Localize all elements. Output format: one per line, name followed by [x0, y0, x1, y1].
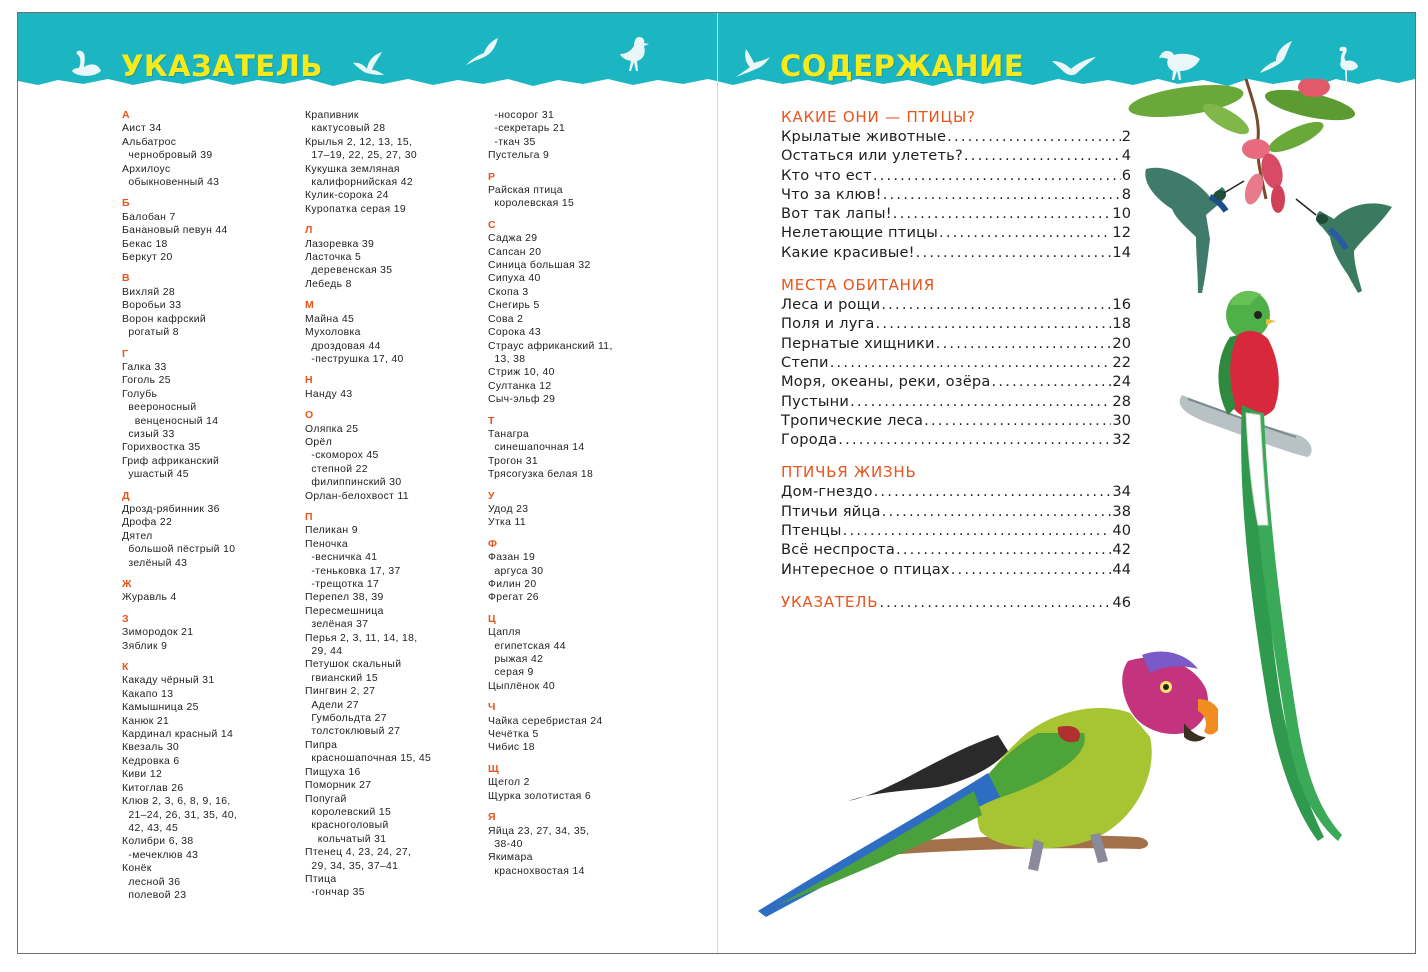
index-section [122, 613, 297, 653]
page-gutter [717, 13, 718, 953]
index-entry: Страус африканский 11, [488, 340, 613, 352]
index-section [305, 374, 480, 401]
index-entry: Петушок скальный [305, 659, 402, 671]
index-section [305, 224, 480, 291]
index-entry: 21–24, 26, 31, 35, 40, [128, 809, 238, 821]
index-entry: Квезаль 30 [122, 742, 179, 754]
index-entry: -секретарь 21 [494, 123, 566, 135]
index-entry: Скопа 3 [488, 286, 529, 298]
swan-icon [70, 49, 104, 79]
index-heading: УКАЗАТЕЛЬ [121, 49, 323, 83]
dot-leader [882, 502, 1112, 521]
toc-page-number: 18 [1112, 315, 1131, 333]
index-entry: Дрофа 22 [122, 517, 173, 529]
index-entry: Сыч-эльф 29 [488, 394, 556, 406]
index-section [488, 171, 663, 211]
index-letter: Н [305, 374, 313, 387]
index-entry: Чечётка 5 [488, 729, 539, 741]
index-entry: сизый 33 [128, 428, 175, 440]
index-entry: синешапочная 14 [494, 442, 585, 454]
toc-entry-title: Леса и рощи [781, 296, 881, 314]
flying-bird-icon [464, 37, 500, 67]
index-entry: Гумбольдта 27 [311, 713, 387, 725]
index-entry: Утка 11 [488, 517, 527, 529]
dot-leader [947, 127, 1121, 146]
flying-bird-icon [1051, 55, 1097, 77]
dot-leader [992, 372, 1112, 391]
index-entry: Перепел 38, 39 [305, 592, 384, 604]
toc-page-number: 12 [1112, 224, 1131, 242]
index-entry: большой пёстрый 10 [128, 544, 236, 556]
index-entry: венценосный 14 [134, 415, 219, 427]
index-entry: -весничка 41 [311, 552, 378, 564]
toc-entry-title: Вот так лапы! [781, 205, 892, 223]
index-entry: 17–19, 22, 25, 27, 30 [311, 150, 417, 162]
index-entry: Перья 2, 3, 11, 14, 18, [305, 632, 418, 644]
dot-leader [874, 482, 1112, 501]
index-column-3 [488, 109, 663, 886]
index-section [305, 409, 480, 503]
toc-entry[interactable] [781, 243, 1131, 262]
dot-leader [873, 166, 1121, 185]
index-entry: Сова 2 [488, 313, 524, 325]
toc-entry[interactable] [781, 223, 1131, 242]
index-letter: Ж [122, 578, 132, 590]
toc-entry[interactable] [781, 127, 1131, 146]
toc-entry[interactable] [781, 560, 1131, 579]
index-entry: Кукушка земляная [305, 163, 400, 175]
toc-entry-title: Какие красивые! [781, 243, 915, 261]
toc-entry-title: УКАЗАТЕЛЬ [781, 592, 879, 611]
index-entry: Лазоревка 39 [305, 238, 375, 250]
index-entry: Птенец 4, 23, 24, 27, [305, 847, 412, 859]
index-entry: Банановый певун 44 [122, 225, 228, 237]
index-entry: Якимара [488, 852, 533, 864]
toc-page-number: 8 [1121, 185, 1131, 203]
index-letter: У [488, 489, 495, 502]
toc-entry-title: Степи [781, 353, 829, 371]
index-entry: гвианский 15 [311, 672, 379, 684]
dot-leader [881, 295, 1111, 314]
toc-page-number: 6 [1121, 166, 1131, 184]
toc-page-number: 46 [1112, 593, 1131, 611]
index-entry: Дятел [122, 530, 153, 542]
dot-leader [924, 411, 1111, 430]
parakeet-photo [738, 641, 1218, 921]
toc-entry-title: Птенцы [781, 522, 842, 540]
index-column-1 [122, 109, 297, 910]
toc-entry-title: Кто что ест [781, 166, 872, 184]
index-entry: Куропатка серая 19 [305, 203, 406, 215]
index-entry: Пересмешница [305, 605, 384, 617]
contents-heading: СОДЕРЖАНИЕ [780, 49, 1025, 83]
flying-bird-icon [352, 51, 386, 77]
dot-leader [850, 392, 1111, 411]
toc-page-number: 22 [1112, 353, 1131, 371]
index-entry: Галка 33 [122, 361, 167, 373]
index-entry: Какапо 13 [122, 688, 174, 700]
index-entry: Ворон кафрский [122, 313, 207, 325]
toc-entry[interactable] [781, 314, 1131, 333]
index-section [488, 613, 663, 693]
hummingbirds-flower-photo [1126, 79, 1392, 301]
index-column-2 [305, 109, 480, 908]
index-letter: Д [122, 489, 130, 502]
index-entry: Пеночка [305, 538, 348, 550]
dot-leader [830, 353, 1112, 372]
index-entry: -носорог 31 [494, 110, 555, 121]
book-spread [17, 12, 1416, 954]
toc-entry[interactable] [781, 430, 1131, 449]
index-entry: деревенская 35 [311, 265, 393, 277]
index-entry: Альбатрос [122, 136, 177, 148]
toc-entry[interactable] [781, 392, 1131, 411]
dot-leader [951, 560, 1112, 579]
toc-entry[interactable] [781, 353, 1131, 372]
toc-entry[interactable] [781, 540, 1131, 559]
toc-page-number: 20 [1112, 334, 1131, 352]
index-entry: -трещотка 17 [311, 579, 380, 590]
index-entry: Поморник 27 [305, 780, 372, 792]
index-letter: Ц [488, 612, 496, 625]
index-entry: красноголовый [311, 820, 389, 832]
toc-section-title: МЕСТА ОБИТАНИЯ [781, 276, 935, 295]
index-entry: Бекас 18 [122, 238, 168, 250]
index-entry: -пеструшка 17, 40 [311, 353, 404, 365]
dot-leader [936, 334, 1112, 353]
index-section [488, 538, 663, 605]
index-entry: чернобровый 39 [128, 150, 213, 162]
flying-bird-icon [1258, 39, 1294, 75]
index-section [305, 511, 480, 900]
index-entry: Трогон 31 [488, 455, 538, 467]
index-entry: Сапсан 20 [488, 246, 542, 258]
index-letter: А [122, 109, 130, 121]
dot-leader [879, 593, 1111, 612]
toc-entry[interactable] [781, 185, 1131, 204]
index-entry: веероносный [128, 402, 197, 414]
toc-page-number: 28 [1112, 392, 1131, 410]
index-entry: Голубь [122, 388, 158, 400]
toc-page-number: 34 [1112, 483, 1131, 501]
dot-leader [883, 185, 1121, 204]
toc-page-number: 32 [1112, 431, 1131, 449]
toc-section [781, 108, 1131, 262]
toc-entry-index[interactable] [781, 593, 1131, 612]
index-entry: Ласточка 5 [305, 252, 362, 264]
dot-leader [896, 540, 1111, 559]
index-entry: Орёл [305, 436, 333, 448]
toc-entry[interactable] [781, 502, 1131, 521]
index-section [488, 490, 663, 530]
toc-entry-title: Города [781, 431, 838, 449]
index-entry: королевский 15 [311, 806, 392, 818]
index-entry: Снегирь 5 [488, 300, 540, 312]
index-entry: Крапивник [305, 110, 359, 121]
index-entry: Попугай [305, 793, 347, 805]
index-letter: Ф [488, 537, 497, 550]
toc-page-number: 16 [1112, 296, 1131, 314]
toc-entry-title: Остаться или улететь? [781, 147, 963, 165]
toc-entry-title: Дом-гнездо [781, 483, 873, 501]
toc-section-title: ПТИЧЬЯ ЖИЗНЬ [781, 463, 917, 482]
index-section [305, 299, 480, 366]
index-entry: Саджа 29 [488, 233, 538, 245]
index-entry: Пищуха 16 [305, 766, 361, 778]
toc-page-number: 24 [1112, 373, 1131, 391]
hummingbird-icon [734, 47, 772, 79]
toc-entry-title: Птичьи яйца [781, 502, 881, 520]
toc-entry-title: Поля и луга [781, 315, 875, 333]
toc-entry[interactable] [781, 166, 1131, 185]
index-entry: зелёная 37 [311, 619, 369, 631]
index-entry: -гончар 35 [311, 887, 365, 899]
index-entry: Оляпка 25 [305, 423, 359, 435]
index-entry: Кулик-сорока 24 [305, 190, 389, 202]
index-entry: Горихвостка 35 [122, 442, 201, 454]
index-entry: -мечеклюв 43 [128, 849, 199, 861]
index-entry: -теньковка 17, 37 [311, 565, 401, 577]
index-entry: Нанду 43 [305, 388, 353, 400]
toc-entry[interactable] [781, 411, 1131, 430]
index-entry: полевой 23 [128, 889, 187, 901]
toc-page-number: 30 [1112, 411, 1131, 429]
index-entry: Канюк 21 [122, 715, 170, 727]
index-entry: Орлан-белохвост 11 [305, 490, 409, 502]
index-entry: королевская 15 [494, 198, 575, 210]
dot-leader [964, 146, 1121, 165]
index-entry: Камышница 25 [122, 702, 199, 714]
index-entry: Цыплёнок 40 [488, 680, 555, 692]
index-letter: О [305, 409, 314, 422]
toc-entry[interactable] [781, 295, 1131, 314]
index-entry: Султанка 12 [488, 380, 552, 392]
toc-section [781, 276, 1131, 449]
index-entry: Кардинал красный 14 [122, 729, 234, 741]
index-section [488, 109, 663, 163]
index-section [122, 490, 297, 570]
toc-entry[interactable] [781, 334, 1131, 353]
index-entry: Дрозд-рябинник 36 [122, 503, 220, 515]
toc-entry-title: Что за клюв! [781, 185, 882, 203]
index-letter: В [122, 272, 130, 285]
index-section [305, 109, 480, 216]
dot-leader [939, 223, 1111, 242]
index-entry: Чибис 18 [488, 742, 535, 754]
toc-entry[interactable] [781, 482, 1131, 501]
dot-leader [843, 521, 1112, 540]
index-section [122, 272, 297, 339]
index-entry: Мухоловка [305, 327, 361, 339]
index-letter: Б [122, 197, 130, 210]
index-section [122, 661, 297, 902]
index-entry: серая 9 [494, 667, 534, 679]
index-entry: Стриж 10, 40 [488, 367, 555, 379]
index-entry: толстоклювый 27 [311, 726, 401, 738]
index-entry: красношапочная 15, 45 [311, 753, 432, 765]
index-letter: С [488, 218, 496, 231]
index-entry: Зимородок 21 [122, 627, 194, 639]
toc-entry-title: Крылатые животные [781, 128, 947, 145]
index-entry: рогатый 8 [128, 327, 179, 339]
index-letter: Р [488, 170, 496, 183]
index-section [122, 109, 297, 189]
toc-entry-title: Пустыни [781, 392, 850, 410]
index-section [488, 219, 663, 407]
index-entry: кактусовый 28 [311, 123, 386, 135]
index-entry: степной 22 [311, 463, 368, 475]
index-entry: краснохвостая 14 [494, 865, 585, 877]
index-letter: Г [122, 347, 128, 360]
index-entry: Танагра [488, 428, 529, 440]
toc-section [781, 463, 1131, 578]
index-entry: Яйца 23, 27, 34, 35, [488, 825, 590, 837]
dot-leader [838, 430, 1111, 449]
dot-leader [916, 243, 1112, 262]
index-entry: 13, 38 [494, 353, 526, 365]
index-entry: калифорнийская 42 [311, 177, 414, 189]
toc-entry[interactable] [781, 521, 1131, 540]
dot-leader [893, 204, 1112, 223]
index-entry: Филин 20 [488, 579, 537, 590]
index-entry: ушастый 45 [128, 469, 189, 481]
index-entry: филиппинский 30 [311, 477, 402, 489]
index-entry: Колибри 6, 38 [122, 836, 194, 848]
index-entry: египетская 44 [494, 640, 566, 652]
index-entry: Синица большая 32 [488, 260, 591, 272]
index-letter: З [122, 612, 129, 625]
index-section [488, 763, 663, 803]
index-entry: 42, 43, 45 [128, 822, 179, 834]
toc-page-number: 10 [1112, 205, 1131, 223]
index-entry: Удод 23 [488, 503, 529, 515]
toc-section-title: КАКИЕ ОНИ — ПТИЦЫ? [781, 108, 976, 126]
dot-leader [876, 314, 1112, 333]
duck-icon [1158, 43, 1202, 81]
index-entry: Фазан 19 [488, 552, 536, 564]
table-of-contents [781, 108, 1131, 612]
index-section [122, 348, 297, 482]
index-letter: П [305, 510, 313, 523]
index-entry: Воробьи 33 [122, 300, 182, 312]
toc-entry[interactable] [781, 204, 1131, 223]
toc-entry-title: Всё неспроста [781, 541, 895, 559]
gull-icon [619, 35, 651, 73]
index-entry: Зяблик 9 [122, 640, 168, 652]
index-entry: Пипра [305, 739, 338, 751]
index-entry: Чайка серебристая 24 [488, 715, 603, 727]
index-entry: -ткач 35 [494, 136, 536, 148]
index-entry: Щегол 2 [488, 777, 530, 789]
index-entry: Архилоус [122, 163, 171, 175]
toc-entry-title: Нелетающие птицы [781, 224, 939, 242]
index-section [122, 578, 297, 605]
index-entry: кольчатый 31 [317, 833, 387, 845]
index-entry: Райская птица [488, 185, 563, 197]
index-section [488, 811, 663, 878]
index-entry: Пеликан 9 [305, 525, 358, 537]
index-entry: Лебедь 8 [305, 278, 352, 290]
index-entry: Цапля [488, 627, 521, 639]
index-entry: зелёный 43 [128, 557, 188, 569]
index-letter: Щ [488, 762, 499, 775]
index-section [488, 415, 663, 482]
index-letter: М [305, 299, 314, 312]
index-entry: Клюв 2, 3, 6, 8, 9, 16, [122, 796, 231, 808]
index-letter: Т [488, 414, 495, 427]
index-entry: Беркут 20 [122, 252, 173, 264]
toc-page-number: 2 [1121, 128, 1131, 145]
index-entry: Щурка золотистая 6 [488, 790, 591, 802]
index-entry: -скоморох 45 [311, 450, 379, 462]
toc-page-number: 42 [1112, 541, 1131, 559]
index-entry: Кедровка 6 [122, 755, 180, 767]
index-entry: 29, 34, 35, 37–41 [311, 860, 399, 872]
index-entry: Пустельга 9 [488, 150, 550, 162]
toc-entry[interactable] [781, 146, 1131, 165]
toc-page-number: 44 [1112, 560, 1131, 578]
index-entry: Конёк [122, 863, 152, 875]
index-section [488, 701, 663, 755]
index-entry: дроздовая 44 [311, 340, 381, 352]
index-entry: Трясогузка белая 18 [488, 469, 594, 481]
index-entry: Журавль 4 [122, 592, 177, 604]
index-entry: 29, 44 [311, 646, 343, 658]
index-entry: Вихляй 28 [122, 286, 176, 298]
toc-page-number: 38 [1112, 502, 1131, 520]
index-letter: К [122, 661, 129, 674]
index-letter: Ч [488, 701, 496, 714]
index-entry: рыжая 42 [494, 654, 544, 666]
index-entry: Адели 27 [311, 699, 359, 711]
toc-entry[interactable] [781, 372, 1131, 391]
index-entry: Балобан 7 [122, 211, 176, 223]
index-entry: Птица [305, 873, 337, 885]
toc-entry-title: Моря, океаны, реки, озёра [781, 373, 991, 391]
index-letter: Л [305, 224, 313, 237]
index-entry: Какаду чёрный 31 [122, 675, 215, 687]
index-entry: Гриф африканский [122, 455, 220, 467]
index-entry: 38-40 [494, 838, 523, 850]
toc-entry-title: Тропические леса [781, 411, 924, 429]
index-entry: Китоглав 26 [122, 782, 184, 794]
index-entry: Гоголь 25 [122, 375, 171, 387]
index-letter: Я [488, 811, 496, 824]
index-entry: Сорока 43 [488, 327, 541, 339]
index-entry: Крылья 2, 12, 13, 15, [305, 136, 413, 148]
index-entry: лесной 36 [128, 876, 181, 888]
toc-page-number: 40 [1112, 522, 1131, 540]
index-section [122, 197, 297, 264]
index-entry: Сипуха 40 [488, 273, 541, 285]
index-entry: Пингвин 2, 27 [305, 686, 376, 698]
index-entry: Майна 45 [305, 313, 355, 325]
index-entry: обыкновенный 43 [128, 177, 220, 189]
index-entry: аргуса 30 [494, 565, 544, 577]
index-entry: Аист 34 [122, 123, 162, 135]
index-entry: Фрегат 26 [488, 592, 539, 604]
index-entry: Киви 12 [122, 769, 163, 781]
toc-page-number: 14 [1112, 243, 1131, 261]
toc-page-number: 4 [1121, 147, 1131, 165]
toc-entry-title: Интересное о птицах [781, 560, 950, 578]
toc-entry-title: Пернатые хищники [781, 334, 935, 352]
